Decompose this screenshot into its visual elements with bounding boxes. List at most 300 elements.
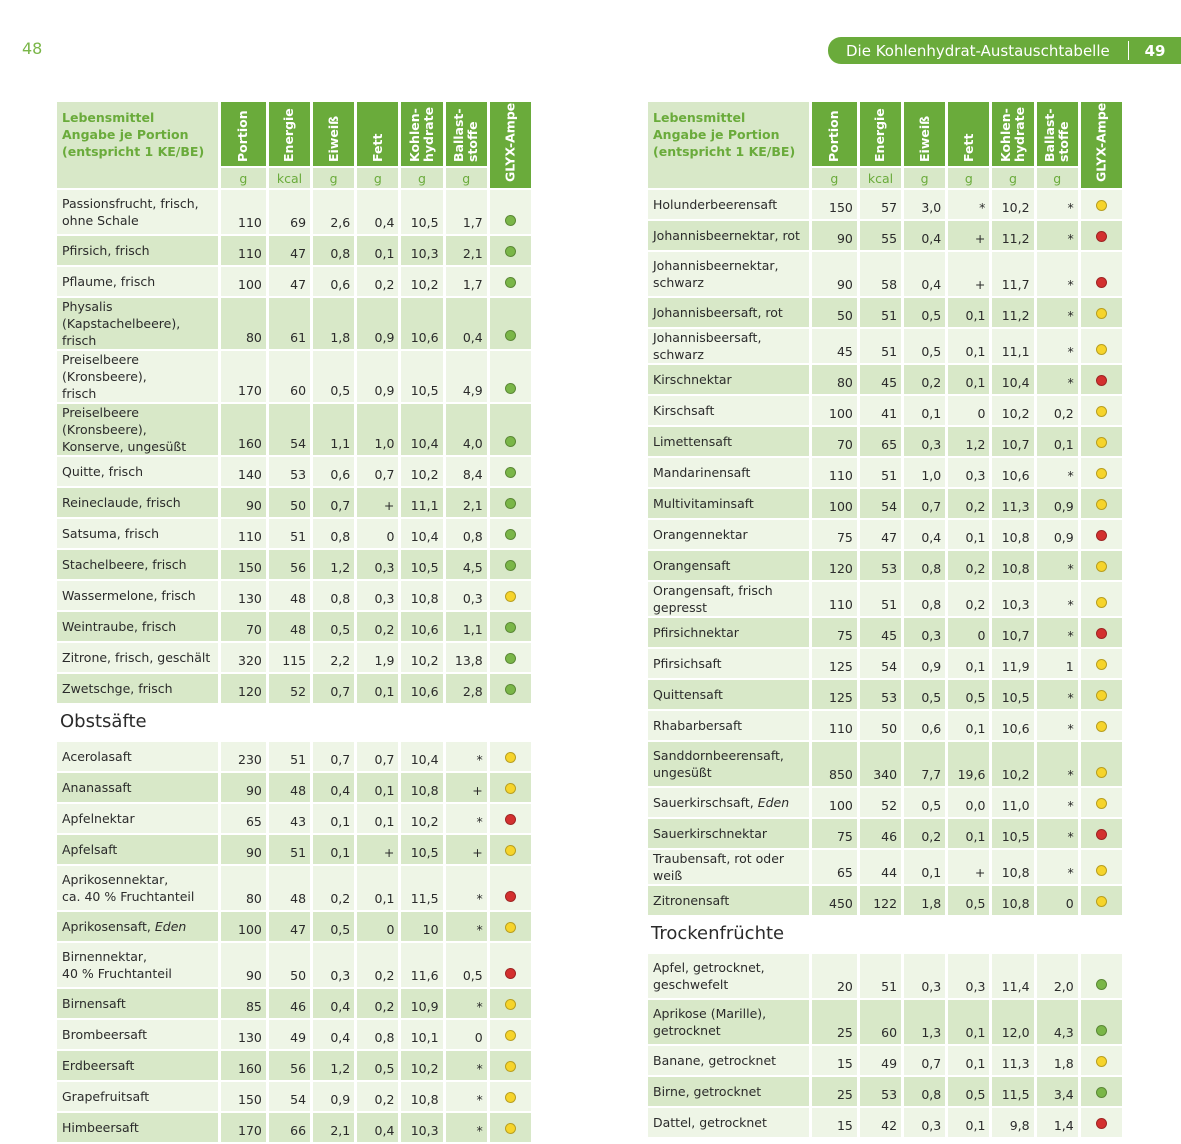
column-header (401, 102, 442, 166)
table-row (57, 519, 531, 548)
column-header (992, 102, 1033, 166)
table-row (648, 298, 1122, 327)
nutrient-value: 13,8 (446, 643, 487, 672)
nutrient-value: 57 (860, 190, 901, 219)
food-name: Sanddornbeerensaft, ungesüßt (648, 742, 809, 786)
nutrient-value: 0,3 (313, 943, 354, 987)
nutrient-value: 7,7 (904, 742, 945, 786)
nutrient-value: 47 (269, 267, 310, 296)
food-header-line: Lebensmittel (62, 110, 155, 125)
glyx-cell (490, 643, 531, 672)
food-name: Zitronensaft (648, 886, 809, 915)
glyx-yellow-dot-icon (505, 591, 516, 602)
page-number-right: 49 (1144, 41, 1166, 60)
nutrient-value: 10,5 (401, 351, 442, 402)
glyx-cell (490, 674, 531, 703)
nutrient-value: 0,8 (904, 1077, 945, 1106)
nutrient-value: * (1037, 618, 1078, 647)
nutrient-value: 0,4 (904, 520, 945, 549)
nutrient-value: * (1037, 582, 1078, 616)
glyx-cell (490, 190, 531, 234)
column-unit: g (357, 168, 398, 188)
glyx-yellow-dot-icon (1096, 437, 1107, 448)
nutrient-value: 0,6 (313, 267, 354, 296)
glyx-red-dot-icon (1096, 530, 1107, 541)
table-row (648, 396, 1122, 425)
nutrient-value: 2,6 (313, 190, 354, 234)
table-row (57, 1082, 531, 1111)
column-unit: g (221, 168, 266, 188)
glyx-yellow-dot-icon (1096, 200, 1107, 211)
glyx-cell (1081, 1077, 1122, 1106)
glyx-green-dot-icon (505, 684, 516, 695)
glyx-red-dot-icon (505, 814, 516, 825)
nutrient-value: 100 (221, 267, 266, 296)
nutrient-value: 0,2 (313, 866, 354, 910)
nutrient-value: 0,1 (313, 804, 354, 833)
nutrient-value: 10,5 (992, 819, 1033, 848)
food-name: Passionsfrucht, frisch, ohne Schale (57, 190, 218, 234)
nutrient-value: 4,3 (1037, 1000, 1078, 1044)
table-row (57, 674, 531, 703)
nutrient-value: 0,3 (904, 618, 945, 647)
nutrient-value: 0,5 (904, 329, 945, 363)
table-row (648, 711, 1122, 740)
column-header (269, 102, 310, 166)
nutrient-value: 10,5 (401, 550, 442, 579)
nutrient-value: 15 (812, 1046, 857, 1075)
nutrient-value: * (1037, 680, 1078, 709)
column-header-label: Kohlen- hydrate (997, 106, 1027, 162)
nutrient-value: 120 (221, 674, 266, 703)
nutrient-value: * (446, 912, 487, 941)
nutrient-value: 55 (860, 221, 901, 250)
column-header (904, 102, 945, 166)
food-name: Zitrone, frisch, geschält (57, 643, 218, 672)
nutrient-value: 450 (812, 886, 857, 915)
table-row (648, 954, 1122, 998)
nutrient-value: 160 (221, 1051, 266, 1080)
nutrient-value: 0,3 (904, 1108, 945, 1137)
nutrient-value: 11,1 (401, 488, 442, 517)
nutrient-value: 65 (860, 427, 901, 456)
nutrient-value: 10,5 (992, 680, 1033, 709)
nutrient-value: 51 (860, 329, 901, 363)
food-name: Orangensaft (648, 551, 809, 580)
nutrient-value: 4,0 (446, 404, 487, 455)
food-name: Quittensaft (648, 680, 809, 709)
glyx-cell (1081, 850, 1122, 884)
nutrient-value: 0,7 (357, 742, 398, 771)
food-name: Ananassaft (57, 773, 218, 802)
table-row (57, 1113, 531, 1142)
nutrient-value: 10,3 (401, 236, 442, 265)
nutrient-value: 340 (860, 742, 901, 786)
nutrient-value: 10,8 (992, 850, 1033, 884)
nutrient-value: 51 (269, 835, 310, 864)
nutrient-value: 1,7 (446, 190, 487, 234)
nutrient-value: 0,5 (904, 680, 945, 709)
brand-name: Eden (154, 919, 187, 934)
glyx-cell (490, 835, 531, 864)
nutrient-value: 1 (1037, 649, 1078, 678)
glyx-cell (490, 404, 531, 455)
nutrient-value: 11,1 (992, 329, 1033, 363)
nutrient-value: 48 (269, 773, 310, 802)
nutrient-value: 0,1 (357, 236, 398, 265)
glyx-yellow-dot-icon (1096, 344, 1107, 355)
table-row (57, 1020, 531, 1049)
nutrient-value: 50 (860, 711, 901, 740)
nutrient-value: 0,8 (357, 1020, 398, 1049)
nutrient-value: 320 (221, 643, 266, 672)
food-header-line: (entspricht 1 KE/BE) (653, 144, 796, 159)
juices-right-body (648, 190, 1122, 915)
nutrient-value: 1,8 (904, 886, 945, 915)
fruit-table-left (54, 100, 534, 705)
glyx-red-dot-icon (505, 968, 516, 979)
nutrient-value: 54 (860, 649, 901, 678)
nutrient-value: 110 (812, 582, 857, 616)
nutrient-value: 8,4 (446, 457, 487, 486)
table-row (57, 742, 531, 771)
nutrient-value: 45 (812, 329, 857, 363)
nutrient-value: 10,2 (401, 267, 442, 296)
glyx-yellow-dot-icon (505, 999, 516, 1010)
nutrient-value: 80 (221, 298, 266, 349)
glyx-green-dot-icon (1096, 1025, 1107, 1036)
table-row (57, 912, 531, 941)
food-name: Himbeersaft (57, 1113, 218, 1142)
food-name: Holunderbeerensaft (648, 190, 809, 219)
nutrient-value: 0,5 (313, 912, 354, 941)
nutrient-value: 0,1 (948, 649, 989, 678)
nutrient-value: * (446, 866, 487, 910)
table-row (57, 866, 531, 910)
table-row (648, 427, 1122, 456)
nutrient-value: + (948, 221, 989, 250)
food-name: Apfel, getrocknet, geschwefelt (648, 954, 809, 998)
nutrient-value: 0,8 (313, 519, 354, 548)
nutrient-value: 48 (269, 866, 310, 910)
nutrient-value: 0,1 (904, 396, 945, 425)
nutrient-value: 2,1 (446, 236, 487, 265)
nutrient-value: 0,4 (313, 989, 354, 1018)
table-row (648, 458, 1122, 487)
glyx-green-dot-icon (505, 383, 516, 394)
food-name: Johannisbeernektar, rot (648, 221, 809, 250)
column-header-label: Eiweiß (325, 115, 341, 162)
nutrient-value: 2,1 (446, 488, 487, 517)
nutrient-value: + (357, 488, 398, 517)
nutrient-value: 11,4 (992, 954, 1033, 998)
nutrient-value: 75 (812, 520, 857, 549)
food-name: Aprikosensaft, Eden (57, 912, 218, 941)
nutrient-value: + (357, 835, 398, 864)
nutrient-value: * (1037, 819, 1078, 848)
nutrient-value: * (1037, 850, 1078, 884)
food-header-line: (entspricht 1 KE/BE) (62, 144, 205, 159)
column-header (948, 102, 989, 166)
food-name: Preiselbeere (Kronsbeere), Konserve, ungesüßt (57, 404, 218, 455)
nutrient-value: 11,5 (992, 1077, 1033, 1106)
nutrient-value: 60 (860, 1000, 901, 1044)
nutrient-value: 0 (948, 618, 989, 647)
nutrient-value: 51 (269, 519, 310, 548)
nutrient-value: 0,0 (948, 788, 989, 817)
nutrient-value: 50 (269, 943, 310, 987)
nutrient-value: 1,8 (313, 298, 354, 349)
nutrient-value: 0,1 (948, 1000, 989, 1044)
glyx-yellow-dot-icon (505, 1061, 516, 1072)
table-row (648, 788, 1122, 817)
nutrient-value: 61 (269, 298, 310, 349)
glyx-cell (1081, 252, 1122, 296)
nutrient-value: 66 (269, 1113, 310, 1142)
nutrient-value: 10,2 (401, 643, 442, 672)
table-row (648, 252, 1122, 296)
table-row (648, 190, 1122, 219)
nutrient-value: 0,1 (357, 804, 398, 833)
food-column-header (57, 102, 218, 188)
table-row (57, 773, 531, 802)
nutrient-value: 1,1 (313, 404, 354, 455)
nutrient-value: 0,1 (1037, 427, 1078, 456)
glyx-cell (490, 912, 531, 941)
glyx-cell (1081, 1108, 1122, 1137)
nutrient-value: 51 (860, 458, 901, 487)
glyx-cell (1081, 221, 1122, 250)
nutrient-value: 0,8 (446, 519, 487, 548)
nutrient-value: 41 (860, 396, 901, 425)
nutrient-value: 0,2 (904, 365, 945, 394)
nutrient-value: 70 (221, 612, 266, 641)
nutrient-value: * (1037, 711, 1078, 740)
nutrient-value: 0,5 (446, 943, 487, 987)
table-row (648, 1077, 1122, 1106)
nutrient-value: 0,9 (904, 649, 945, 678)
nutrient-value: 56 (269, 1051, 310, 1080)
nutrient-value: 115 (269, 643, 310, 672)
nutrient-value: 1,7 (446, 267, 487, 296)
glyx-green-dot-icon (505, 622, 516, 633)
glyx-cell (1081, 582, 1122, 616)
glyx-cell (490, 519, 531, 548)
glyx-yellow-dot-icon (1096, 308, 1107, 319)
nutrient-value: 52 (269, 674, 310, 703)
glyx-yellow-dot-icon (505, 1030, 516, 1041)
food-name: Aprikose (Marille), getrocknet (648, 1000, 809, 1044)
nutrient-value: * (1037, 252, 1078, 296)
nutrient-value: 130 (221, 581, 266, 610)
column-header-label: Portion (235, 110, 251, 162)
table-row (57, 612, 531, 641)
table-row (57, 404, 531, 455)
nutrient-value: 90 (812, 252, 857, 296)
nutrient-value: 49 (860, 1046, 901, 1075)
nutrient-value: 100 (812, 489, 857, 518)
food-name: Preiselbeere (Kronsbeere), frisch (57, 351, 218, 402)
chapter-header (828, 37, 1181, 64)
nutrient-value: 0,1 (357, 866, 398, 910)
nutrient-value: 170 (221, 351, 266, 402)
nutrient-value: 11,0 (992, 788, 1033, 817)
dried-body (648, 954, 1122, 1137)
table-row (57, 351, 531, 402)
glyx-cell (490, 1051, 531, 1080)
food-name: Birnensaft (57, 989, 218, 1018)
glyx-yellow-dot-icon (505, 1123, 516, 1134)
food-name: Johannisbeernektar, schwarz (648, 252, 809, 296)
food-name: Pfirsichnektar (648, 618, 809, 647)
nutrient-value: 120 (812, 551, 857, 580)
glyx-cell (1081, 489, 1122, 518)
nutrient-value: + (446, 773, 487, 802)
nutrient-value: 1,2 (948, 427, 989, 456)
nutrient-value: 10 (401, 912, 442, 941)
glyx-green-dot-icon (1096, 979, 1107, 990)
column-unit: kcal (269, 168, 310, 188)
nutrient-value: 10,2 (401, 457, 442, 486)
food-name: Birnennektar, 40 % Fruchtanteil (57, 943, 218, 987)
glyx-cell (1081, 329, 1122, 363)
nutrient-value: 10,2 (992, 742, 1033, 786)
nutrient-value: 150 (812, 190, 857, 219)
nutrient-value: 20 (812, 954, 857, 998)
glyx-red-dot-icon (505, 891, 516, 902)
food-header-line: Angabe je Portion (653, 127, 780, 142)
glyx-red-dot-icon (1096, 829, 1107, 840)
nutrient-value: 65 (812, 850, 857, 884)
nutrient-value: 0,1 (948, 329, 989, 363)
glyx-cell (490, 1113, 531, 1142)
nutrient-value: * (1037, 742, 1078, 786)
nutrient-value: 10,2 (992, 190, 1033, 219)
nutrient-value: 0,1 (948, 365, 989, 394)
nutrient-value: 110 (812, 458, 857, 487)
nutrient-value: 47 (269, 912, 310, 941)
nutrient-value: * (446, 804, 487, 833)
nutrient-value: 125 (812, 680, 857, 709)
nutrient-value: 0,2 (904, 819, 945, 848)
nutrient-value: 75 (812, 618, 857, 647)
glyx-cell (490, 804, 531, 833)
nutrient-value: 160 (221, 404, 266, 455)
column-header (357, 102, 398, 166)
column-header-label: GLYX-Ampel (1093, 98, 1109, 182)
nutrient-value: 47 (860, 520, 901, 549)
nutrient-value: 150 (221, 1082, 266, 1111)
column-unit: g (401, 168, 442, 188)
nutrient-value: 2,2 (313, 643, 354, 672)
glyx-green-dot-icon (505, 467, 516, 478)
nutrient-value: 0,4 (904, 252, 945, 296)
glyx-red-dot-icon (1096, 375, 1107, 386)
glyx-cell (1081, 396, 1122, 425)
nutrient-value: 56 (269, 550, 310, 579)
nutrient-value: 0,5 (948, 680, 989, 709)
glyx-yellow-dot-icon (1096, 767, 1107, 778)
nutrient-value: 11,6 (401, 943, 442, 987)
glyx-green-dot-icon (505, 436, 516, 447)
nutrient-value: 50 (812, 298, 857, 327)
table-row (648, 329, 1122, 363)
nutrient-value: 80 (221, 866, 266, 910)
chapter-title: Die Kohlenhydrat-Austauschtabelle (846, 41, 1110, 60)
glyx-cell (490, 943, 531, 987)
nutrient-value: 10,3 (992, 582, 1033, 616)
nutrient-value: 0,1 (948, 711, 989, 740)
nutrient-value: 44 (860, 850, 901, 884)
nutrient-value: 69 (269, 190, 310, 234)
food-name: Orangensaft, frisch gepresst (648, 582, 809, 616)
glyx-yellow-dot-icon (1096, 690, 1107, 701)
nutrient-value: + (948, 850, 989, 884)
nutrient-value: * (446, 1113, 487, 1142)
nutrient-value: 0,4 (357, 190, 398, 234)
nutrient-value: 0,5 (904, 298, 945, 327)
nutrient-value: + (446, 835, 487, 864)
nutrient-value: * (1037, 298, 1078, 327)
column-unit: g (313, 168, 354, 188)
nutrient-value: 11,5 (401, 866, 442, 910)
nutrient-value: 10,3 (401, 1113, 442, 1142)
nutrient-value: 110 (221, 519, 266, 548)
nutrient-value: * (1037, 221, 1078, 250)
nutrient-value: 51 (860, 298, 901, 327)
nutrient-value: 0,3 (948, 458, 989, 487)
nutrient-value: 54 (269, 1082, 310, 1111)
nutrient-value: 125 (812, 649, 857, 678)
nutrient-value: * (1037, 190, 1078, 219)
nutrient-value: 0,7 (357, 457, 398, 486)
glyx-cell (1081, 618, 1122, 647)
table-row (648, 582, 1122, 616)
glyx-cell (490, 866, 531, 910)
nutrient-value: 170 (221, 1113, 266, 1142)
nutrient-value: 0,4 (313, 773, 354, 802)
nutrient-value: 0,3 (446, 581, 487, 610)
column-header-label: Energie (872, 108, 888, 162)
glyx-yellow-dot-icon (505, 1092, 516, 1103)
glyx-yellow-dot-icon (1096, 406, 1107, 417)
nutrient-value: 1,0 (904, 458, 945, 487)
food-name: Banane, getrocknet (648, 1046, 809, 1075)
column-header-label: Ballast- stoffe (1042, 108, 1072, 162)
nutrient-value: 0,1 (313, 835, 354, 864)
nutrient-value: 54 (860, 489, 901, 518)
glyx-green-dot-icon (505, 498, 516, 509)
nutrient-value: 0,6 (313, 457, 354, 486)
nutrient-value: 100 (812, 396, 857, 425)
nutrient-value: * (1037, 458, 1078, 487)
glyx-yellow-dot-icon (1096, 865, 1107, 876)
food-name: Quitte, frisch (57, 457, 218, 486)
food-name: Rhabarbersaft (648, 711, 809, 740)
nutrient-value: 12,0 (992, 1000, 1033, 1044)
table-row (57, 943, 531, 987)
nutrient-value: 0,5 (904, 788, 945, 817)
nutrient-value: 0,5 (948, 1077, 989, 1106)
nutrient-value: 0,8 (904, 551, 945, 580)
nutrient-value: 0,8 (904, 582, 945, 616)
column-unit: g (812, 168, 857, 188)
food-name: Kirschnektar (648, 365, 809, 394)
nutrient-value: 42 (860, 1108, 901, 1137)
nutrient-value: 10,2 (401, 1051, 442, 1080)
nutrient-value: 4,5 (446, 550, 487, 579)
table-header (648, 98, 1122, 188)
